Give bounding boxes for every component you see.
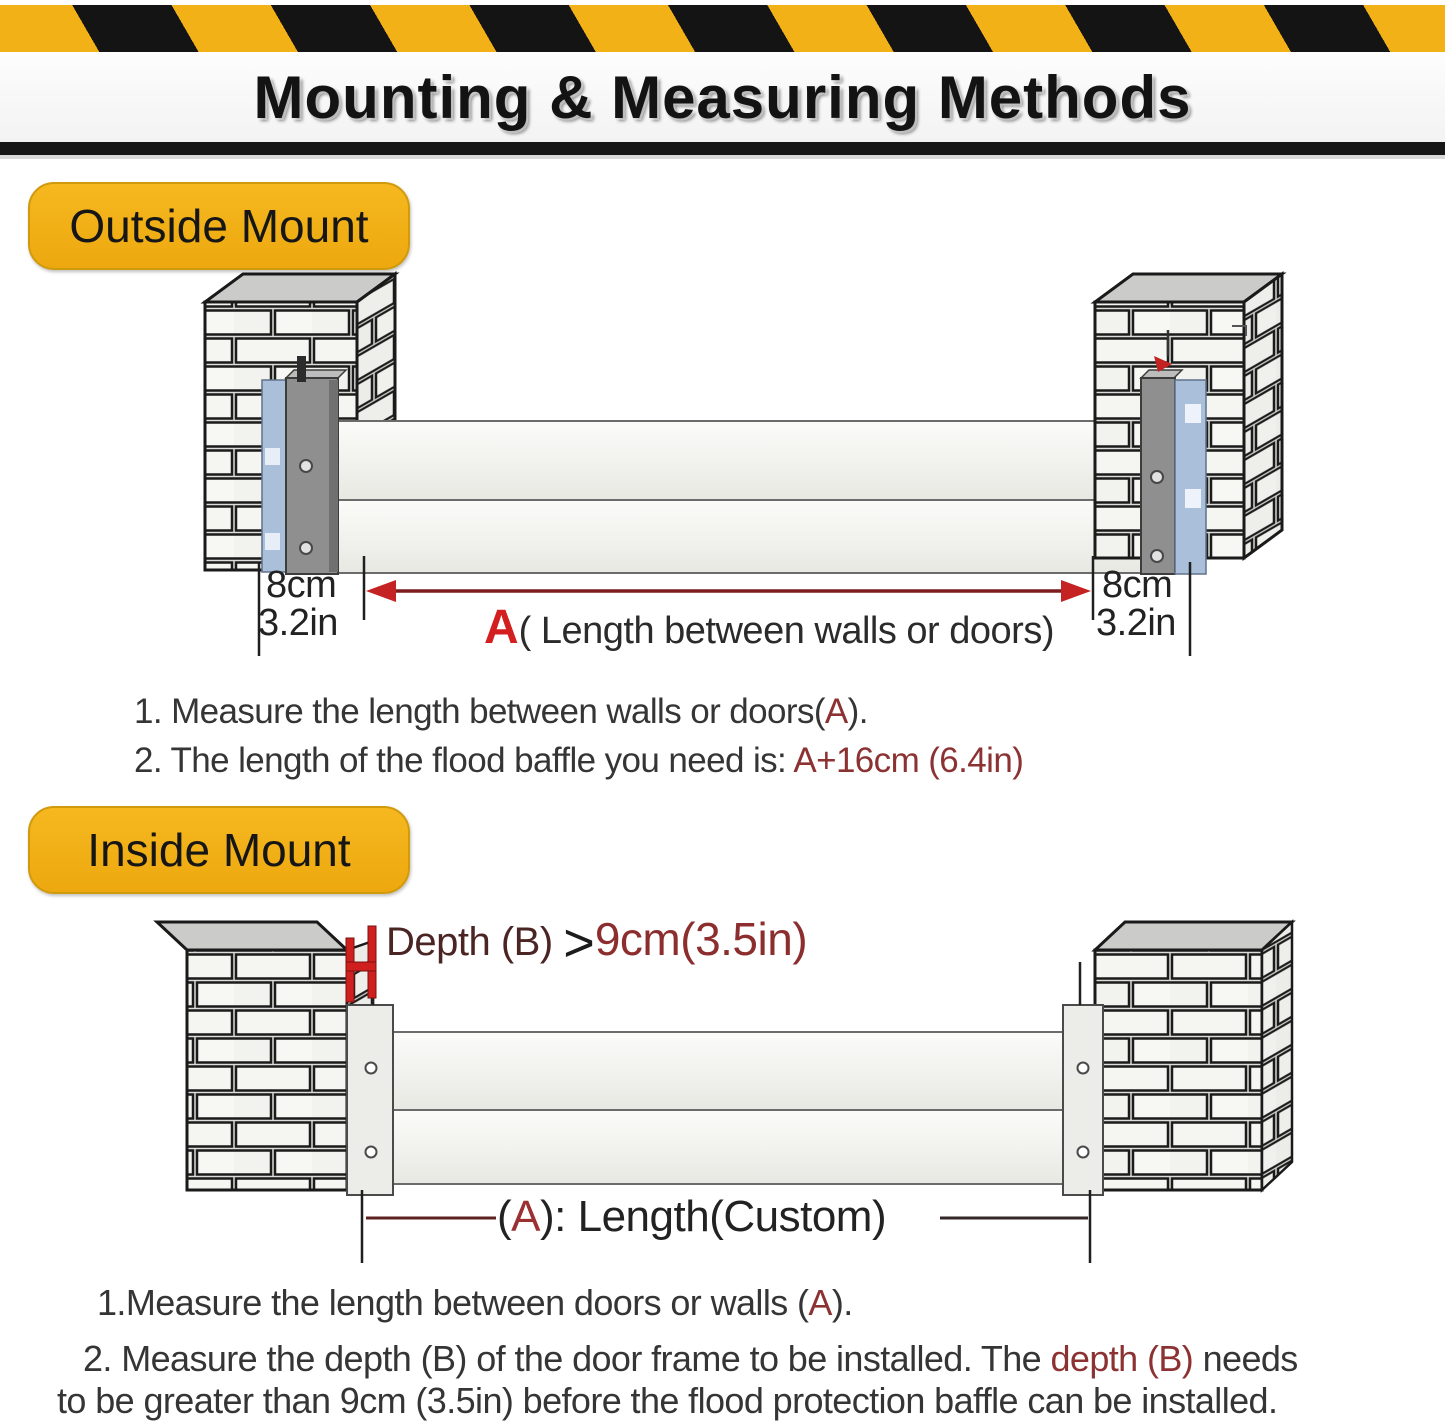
dimension-left-cm: 8cm xyxy=(266,564,337,606)
inside-instruction-2a: 2. Measure the depth (B) of the door frame to be installed. The depth (B) needs xyxy=(83,1338,1298,1379)
seal-strip-left xyxy=(262,380,286,572)
page-title: Mounting & Measuring Methods xyxy=(253,63,1192,131)
dimension-left-in: 3.2in xyxy=(258,602,338,644)
length-a-letter: A xyxy=(484,601,519,654)
flood-baffle xyxy=(393,1032,1063,1184)
dimension-right-cm: 8cm xyxy=(1102,564,1173,606)
screw-hole xyxy=(366,1063,377,1074)
inside-instruction-2b: to be greater than 9cm (3.5in) before the flood protection baffle can be installed. xyxy=(57,1380,1278,1421)
greater-than-sign: > xyxy=(563,913,595,973)
inside-mount-badge xyxy=(28,806,410,894)
length-custom-annotation: (A): Length(Custom) xyxy=(497,1192,887,1241)
right-brick-pillar xyxy=(1095,922,1292,1190)
arrowhead-left xyxy=(366,580,396,602)
depth-value: 9cm(3.5in) xyxy=(594,913,808,965)
length-a-annotation xyxy=(484,600,1054,655)
inside-mount-badge-label: Inside Mount xyxy=(87,824,351,876)
screw-hole xyxy=(1078,1063,1089,1074)
length-a-text: ( Length between walls or doors) xyxy=(518,610,1054,652)
outside-instruction-2: 2. The length of the flood baffle you need is: A+16cm (6.4in) xyxy=(134,741,1024,780)
inside-instruction-1: 1.Measure the length between doors or walls (A). xyxy=(97,1282,853,1323)
left-brick-pillar xyxy=(157,922,373,1190)
screw-hole xyxy=(366,1147,377,1158)
flood-baffle xyxy=(336,421,1142,573)
screw-hole xyxy=(300,542,312,554)
outside-mount-badge-label: Outside Mount xyxy=(69,200,369,252)
screw-hole xyxy=(1078,1147,1089,1158)
dimension-right-in: 3.2in xyxy=(1096,602,1176,644)
outside-mount-badge xyxy=(28,182,410,270)
depth-annotation xyxy=(386,912,807,974)
mounting-channel-left xyxy=(286,356,346,574)
screw-hole xyxy=(1151,471,1163,483)
outside-instruction-1: 1. Measure the length between walls or doors(A). xyxy=(134,692,868,731)
screw-hole xyxy=(300,460,312,472)
depth-label: Depth (B) xyxy=(386,920,564,964)
arrowhead-right xyxy=(1061,580,1091,602)
screw-hole xyxy=(1151,550,1163,562)
